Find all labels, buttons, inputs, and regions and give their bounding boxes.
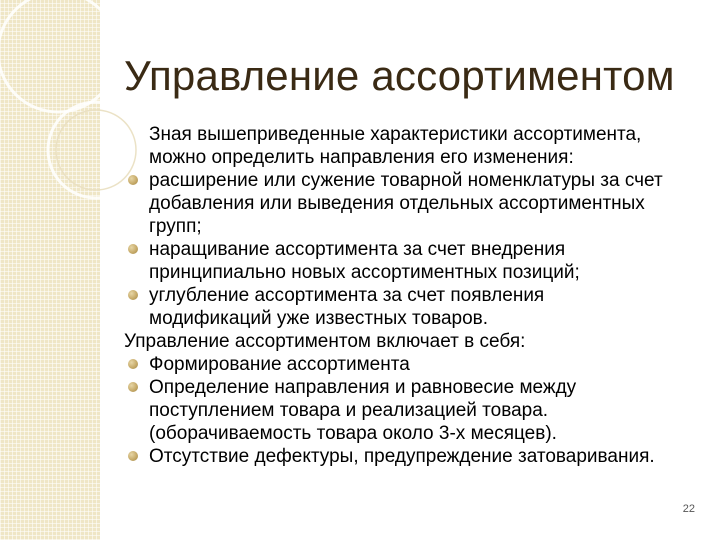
list-item-direction — [124, 169, 694, 238]
bullet-icon — [128, 451, 138, 461]
bullet-icon — [128, 382, 138, 392]
list-item-text: Формирование ассортимента — [149, 354, 410, 375]
bullet-icon — [128, 359, 138, 369]
list-item-text: Отсутствие дефектуры, предупреждение затоваривания. — [149, 446, 655, 467]
bullet-icon — [128, 290, 138, 300]
list-item-text: добавления или выведения отдельных ассортиментных — [149, 193, 645, 214]
bullet-icon — [128, 175, 138, 185]
slide-content — [124, 123, 694, 468]
list-item-text: Определение направления и равновесие между — [149, 377, 577, 398]
slide-number: 22 — [682, 503, 695, 515]
slide-title: Управление ассортиментом — [124, 52, 675, 99]
list-item-text: модификаций уже известных товаров. — [149, 308, 489, 329]
management-heading: Управление ассортиментом включает в себя: — [124, 331, 526, 352]
list-item-direction — [124, 238, 694, 284]
list-item-text: углубление ассортимента за счет появления — [149, 285, 545, 306]
list-item-text: расширение или сужение товарной номенклатуры за счет — [149, 170, 663, 191]
list-item-text: поступлением товара и реализацией товара. — [149, 400, 549, 421]
list-item-direction — [124, 284, 694, 330]
intro-line: можно определить направления его изменения: — [149, 147, 574, 168]
list-item-management — [124, 353, 694, 376]
list-item-text: (оборачиваемость товара около 3-х месяцев). — [149, 423, 557, 444]
list-item-management — [124, 376, 694, 445]
list-item-text: принципиально новых ассортиментных позиций; — [149, 262, 580, 283]
list-item-text: наращивание ассортимента за счет внедрения — [149, 239, 566, 260]
intro-line: Зная вышеприведенные характеристики ассортимента, — [149, 124, 642, 145]
bullet-icon — [128, 244, 138, 254]
list-item-text: групп; — [149, 216, 202, 237]
list-item-management — [124, 445, 694, 468]
